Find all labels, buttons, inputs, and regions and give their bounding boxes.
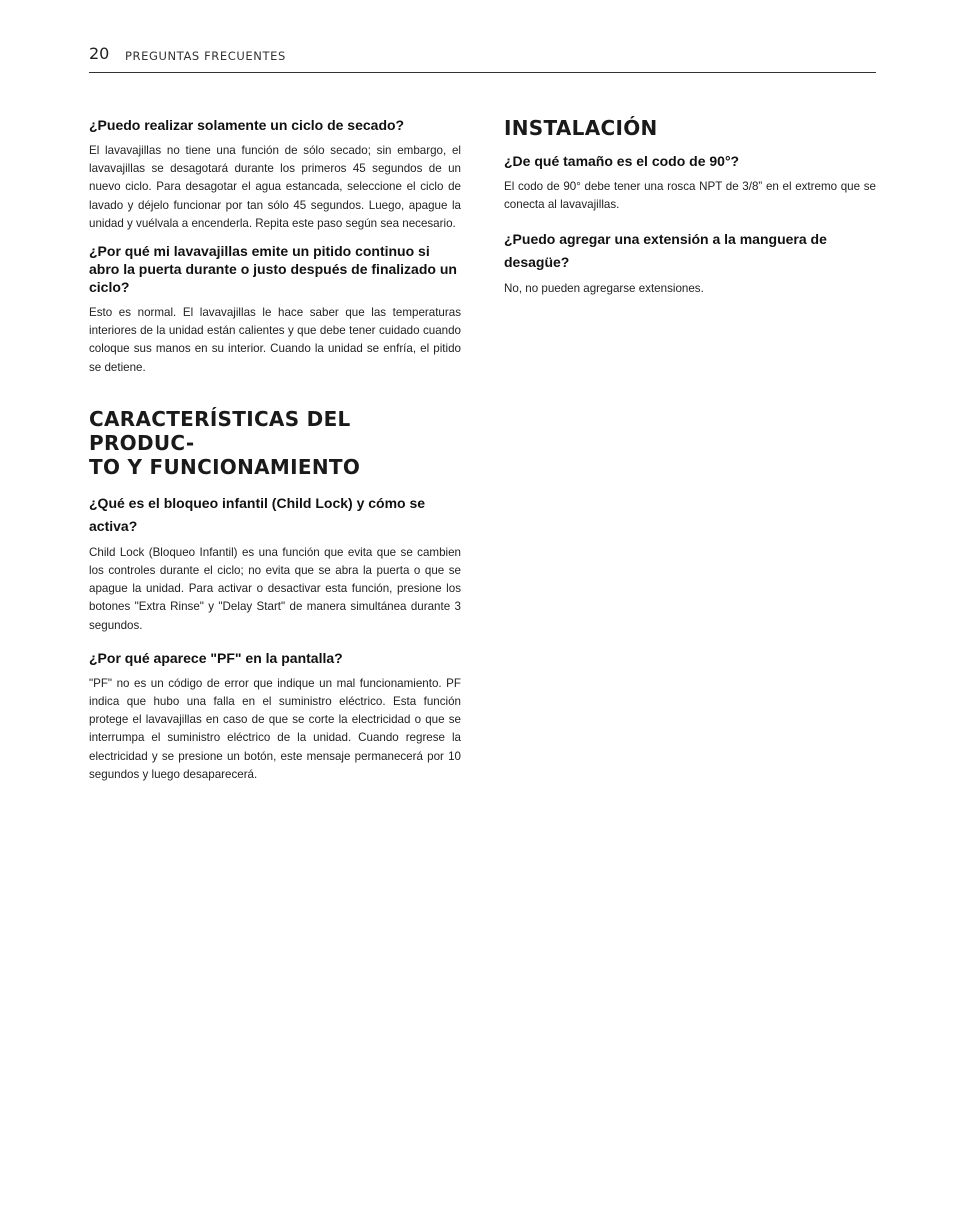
right-column [504,116,876,308]
left-column [89,116,461,793]
faq-question-beeping: ¿Por qué mi lavavajillas emite un pitido continuo si abro la puerta durante o justo después de finalizado un ciclo? [89,243,457,296]
faq-question-elbow-size: ¿De qué tamaño es el codo de 90°? [504,153,740,169]
faq-answer-pf-display: "PF" no es un código de error que indique un mal funcionamiento. PF indica que hubo una falla en el suministro eléctrico. Esta función protege el lavavajillas en caso de que se corte la electricidad o que se interrumpa el suministro eléctrico de la unidad. Cuando regrese la electricidad y se presione un botón, este mensaje permanecerá por 10 segundos y luego desaparecerá. [89,676,461,781]
section-heading-installation: INSTALACIÓN [504,116,658,140]
faq-question-drain-extension: ¿Puedo agregar una extensión a la manguera de desagüe? [504,231,827,271]
faq-answer-drying-cycle: El lavavajillas no tiene una función de sólo secado; sin embargo, el lavavajillas se desagotará durante los primeros 45 segundos de un nuevo ciclo. Para desagotar el agua estancada, seleccione el ciclo de lavado y déjelo funcionar por tan sólo 45 segundos. Luego, apague la unidad y vuélvala a encenderla. Repita este paso según sea necesario. [89,144,461,230]
faq-question-pf-display: ¿Por qué aparece "PF" en la pantalla? [89,649,343,666]
section-title: PREGUNTAS FRECUENTES [125,49,286,63]
faq-answer-beeping: Esto es normal. El lavavajillas le hace saber que las temperaturas interiores de la unidad están calientes y que debe tener cuidado cuando coloque sus manos en su interior. Cuando la unidad se enfría, el pitido se detiene. [89,306,461,374]
faq-question-drying-cycle: ¿Puedo realizar solamente un ciclo de secado? [89,117,405,133]
faq-question-child-lock: ¿Qué es el bloqueo infantil (Child Lock) y cómo se activa? [89,494,426,534]
faq-answer-elbow-size: El codo de 90° debe tener una rosca NPT de 3/8” en el extremo que se conecta al lavavajillas. [504,180,876,212]
section-heading-features: CARACTERÍSTICAS DEL PRODUC- TO Y FUNCIONAMIENTO [89,406,361,479]
faq-answer-drain-extension: No, no pueden agregarse extensiones. [504,282,704,296]
page-number: 20 [89,44,110,63]
page-header [89,42,876,73]
faq-answer-child-lock: Child Lock (Bloqueo Infantil) es una función que evita que se cambien los controles durante el ciclo; no evita que se abra la puerta o que se apague la unidad. Para activar o desactivar esta función, presione los botones "Extra Rinse" y "Delay Start" de manera simultánea durante 3 segundos. [89,545,461,632]
